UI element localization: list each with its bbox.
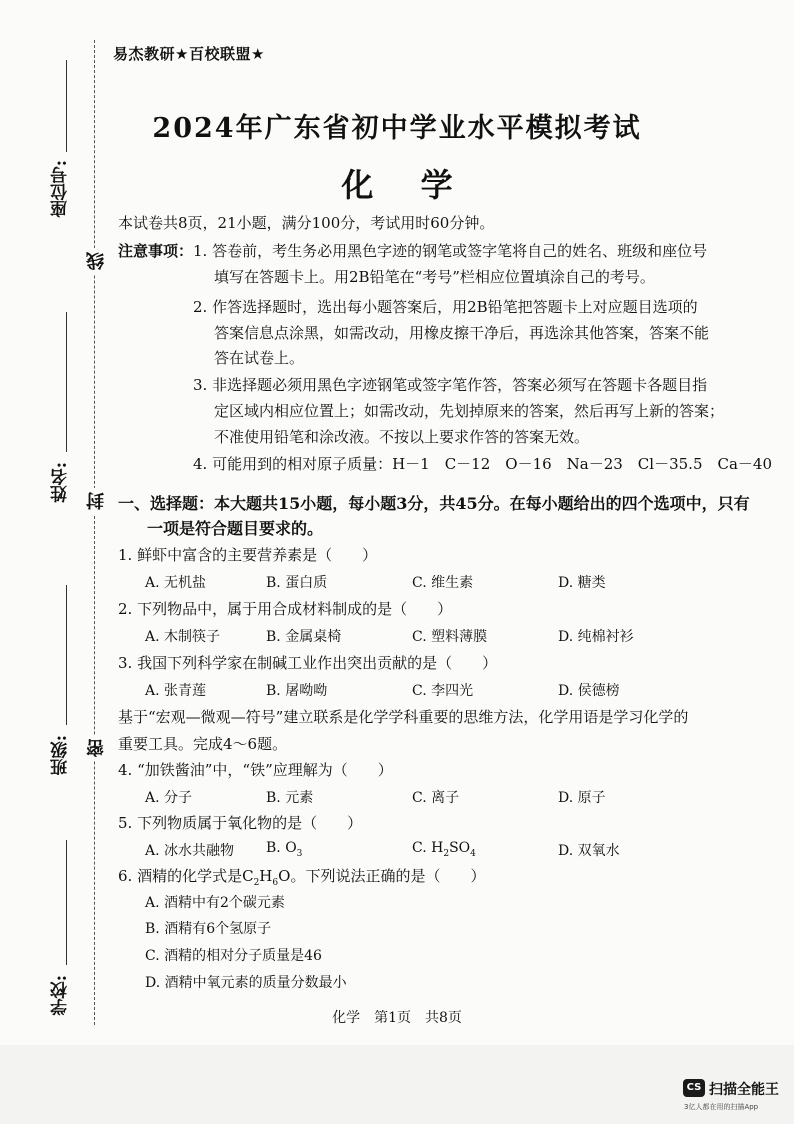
question-5-option-c-subscript-1: 2	[443, 848, 450, 859]
question-5-option-d: D. 双氧水	[558, 843, 620, 859]
page-footer: 化学 第1页 共8页	[332, 1010, 462, 1026]
question-6-stem-h: H	[259, 867, 273, 885]
question-3-option-b: B. 屠呦呦	[266, 683, 328, 699]
question-4-option-c: C. 离子	[412, 790, 460, 806]
notice-item-2-line-3: 答在试卷上。	[214, 349, 305, 367]
notice-item-4: 4. 可能用到的相对原子质量：H－1 C－12 O－16 Na－23 Cl－35.5 Ca－40	[193, 455, 772, 473]
school-blank	[66, 840, 67, 965]
question-6-option-c: C. 酒精的相对分子质量是46	[145, 948, 322, 964]
notice-label: 注意事项：	[118, 242, 194, 260]
question-3-option-c: C. 李四光	[412, 683, 474, 699]
school-label: 学校:	[51, 975, 71, 1016]
section-1-heading-line-1: 一、选择题：本大题共15小题，每小题3分，共45分。在每小题给出的四个选项中，只有	[118, 494, 750, 513]
camscanner-logo-icon: CS	[683, 1079, 705, 1097]
question-1-stem: 1. 鲜虾中富含的主要营养素是（ ）	[118, 546, 378, 564]
question-3-option-a: A. 张青莲	[145, 683, 207, 699]
notice-item-2-line-1: 2. 作答选择题时，选出每小题答案后，用2B铅笔把答题卡上对应题目选项的	[193, 298, 698, 316]
question-5-option-b	[266, 840, 302, 859]
question-6-stem-pre: 6. 酒精的化学式是C	[118, 867, 254, 885]
question-2-option-b: B. 金属桌椅	[266, 629, 342, 645]
question-2-option-d: D. 纯棉衬衫	[558, 629, 634, 645]
notice-item-3-line-1: 3. 非选择题必须用黑色字迹钢笔或签字笔作答，答案必须写在答题卡各题目指	[193, 376, 708, 394]
question-5-option-c-mid: SO	[449, 840, 471, 856]
seal-char-mi: 密	[84, 735, 110, 761]
section-1-heading-line-2: 一项是符合题目要求的。	[147, 519, 324, 538]
camscanner-tagline: 3亿人都在用的扫描App	[684, 1103, 759, 1111]
passage-line-1: 基于“宏观—微观—符号”建立联系是化学学科重要的思维方法，化学用语是学习化学的	[118, 708, 689, 726]
question-1-option-d: D. 糖类	[558, 575, 606, 591]
seal-char-feng: 封	[84, 488, 110, 514]
name-blank	[66, 312, 67, 452]
question-5-stem: 5. 下列物质属于氧化物的是（ ）	[118, 814, 363, 832]
question-1-option-c: C. 维生素	[412, 575, 474, 591]
passage-line-2: 重要工具。完成4～6题。	[118, 735, 288, 753]
subject-title: 化 学	[341, 166, 471, 204]
question-3-stem: 3. 我国下列科学家在制碱工业作出突出贡献的是（ ）	[118, 654, 498, 672]
page-bottom-margin	[0, 1045, 794, 1124]
name-label: 姓名:	[51, 462, 71, 503]
question-2-option-a: A. 木制筷子	[145, 629, 221, 645]
notice-item-2-line-2: 答案信息点涂黑，如需改动，用橡皮擦干净后，再选涂其他答案，答案不能	[214, 324, 710, 342]
exam-title: 2024年广东省初中学业水平模拟考试	[152, 113, 642, 144]
question-1-option-a: A. 无机盐	[145, 575, 207, 591]
question-5-option-a: A. 冰水共融物	[145, 843, 235, 859]
question-5-option-c	[412, 840, 476, 859]
notice-item-3-line-3: 不准使用铅笔和涂改液。不按以上要求作答的答案无效。	[214, 428, 590, 446]
question-4-stem: 4. “加铁酱油”中，“铁”应理解为（ ）	[118, 761, 393, 779]
question-1-option-b: B. 蛋白质	[266, 575, 328, 591]
question-6-stem-post: 。下列说法正确的是（ ）	[290, 867, 486, 885]
notice-item-1-line-1: 1. 答卷前，考生务必用黑色字迹的钢笔或签字笔将自己的姓名、班级和座位号	[193, 242, 708, 260]
question-6-option-b: B. 酒精有6个氢原子	[145, 921, 272, 937]
notice-item-1-line-2: 填写在答题卡上。用2B铅笔在“考号”栏相应位置填涂自己的考号。	[214, 268, 655, 286]
question-5-option-b-subscript: 3	[296, 848, 303, 859]
brand-label: 易杰教研★百校联盟★	[113, 45, 265, 63]
question-6-option-d: D. 酒精中氧元素的质量分数最小	[145, 975, 347, 991]
question-6-subscript-h: 6	[272, 878, 279, 888]
question-6-option-a: A. 酒精中有2个碳元素	[145, 895, 285, 911]
question-5-option-b-prefix: B. O	[266, 840, 297, 856]
question-2-option-c: C. 塑料薄膜	[412, 629, 488, 645]
class-blank	[66, 585, 67, 725]
exam-intro: 本试卷共8页，21小题，满分100分，考试用时60分钟。	[118, 214, 495, 232]
question-6-subscript-c: 2	[253, 878, 260, 888]
notice-item-3-line-2: 定区域内相应位置上；如需改动，先划掉原来的答案，然后再写上新的答案；	[214, 402, 725, 420]
question-6-stem	[118, 865, 485, 888]
question-4-option-d: D. 原子	[558, 790, 606, 806]
seat-number-label: 座位号:	[51, 160, 71, 218]
question-4-option-b: B. 元素	[266, 790, 314, 806]
question-4-option-a: A. 分子	[145, 790, 193, 806]
seal-char-line: 线	[84, 248, 110, 274]
class-label: 班级:	[51, 735, 71, 776]
question-5-option-c-prefix: C. H	[412, 840, 444, 856]
question-3-option-d: D. 侯德榜	[558, 683, 620, 699]
camscanner-name: 扫描全能王	[709, 1082, 779, 1098]
question-6-stem-o: O	[278, 867, 291, 885]
question-5-option-c-subscript-2: 4	[470, 848, 476, 859]
question-2-stem: 2. 下列物品中，属于用合成材料制成的是（ ）	[118, 600, 453, 618]
